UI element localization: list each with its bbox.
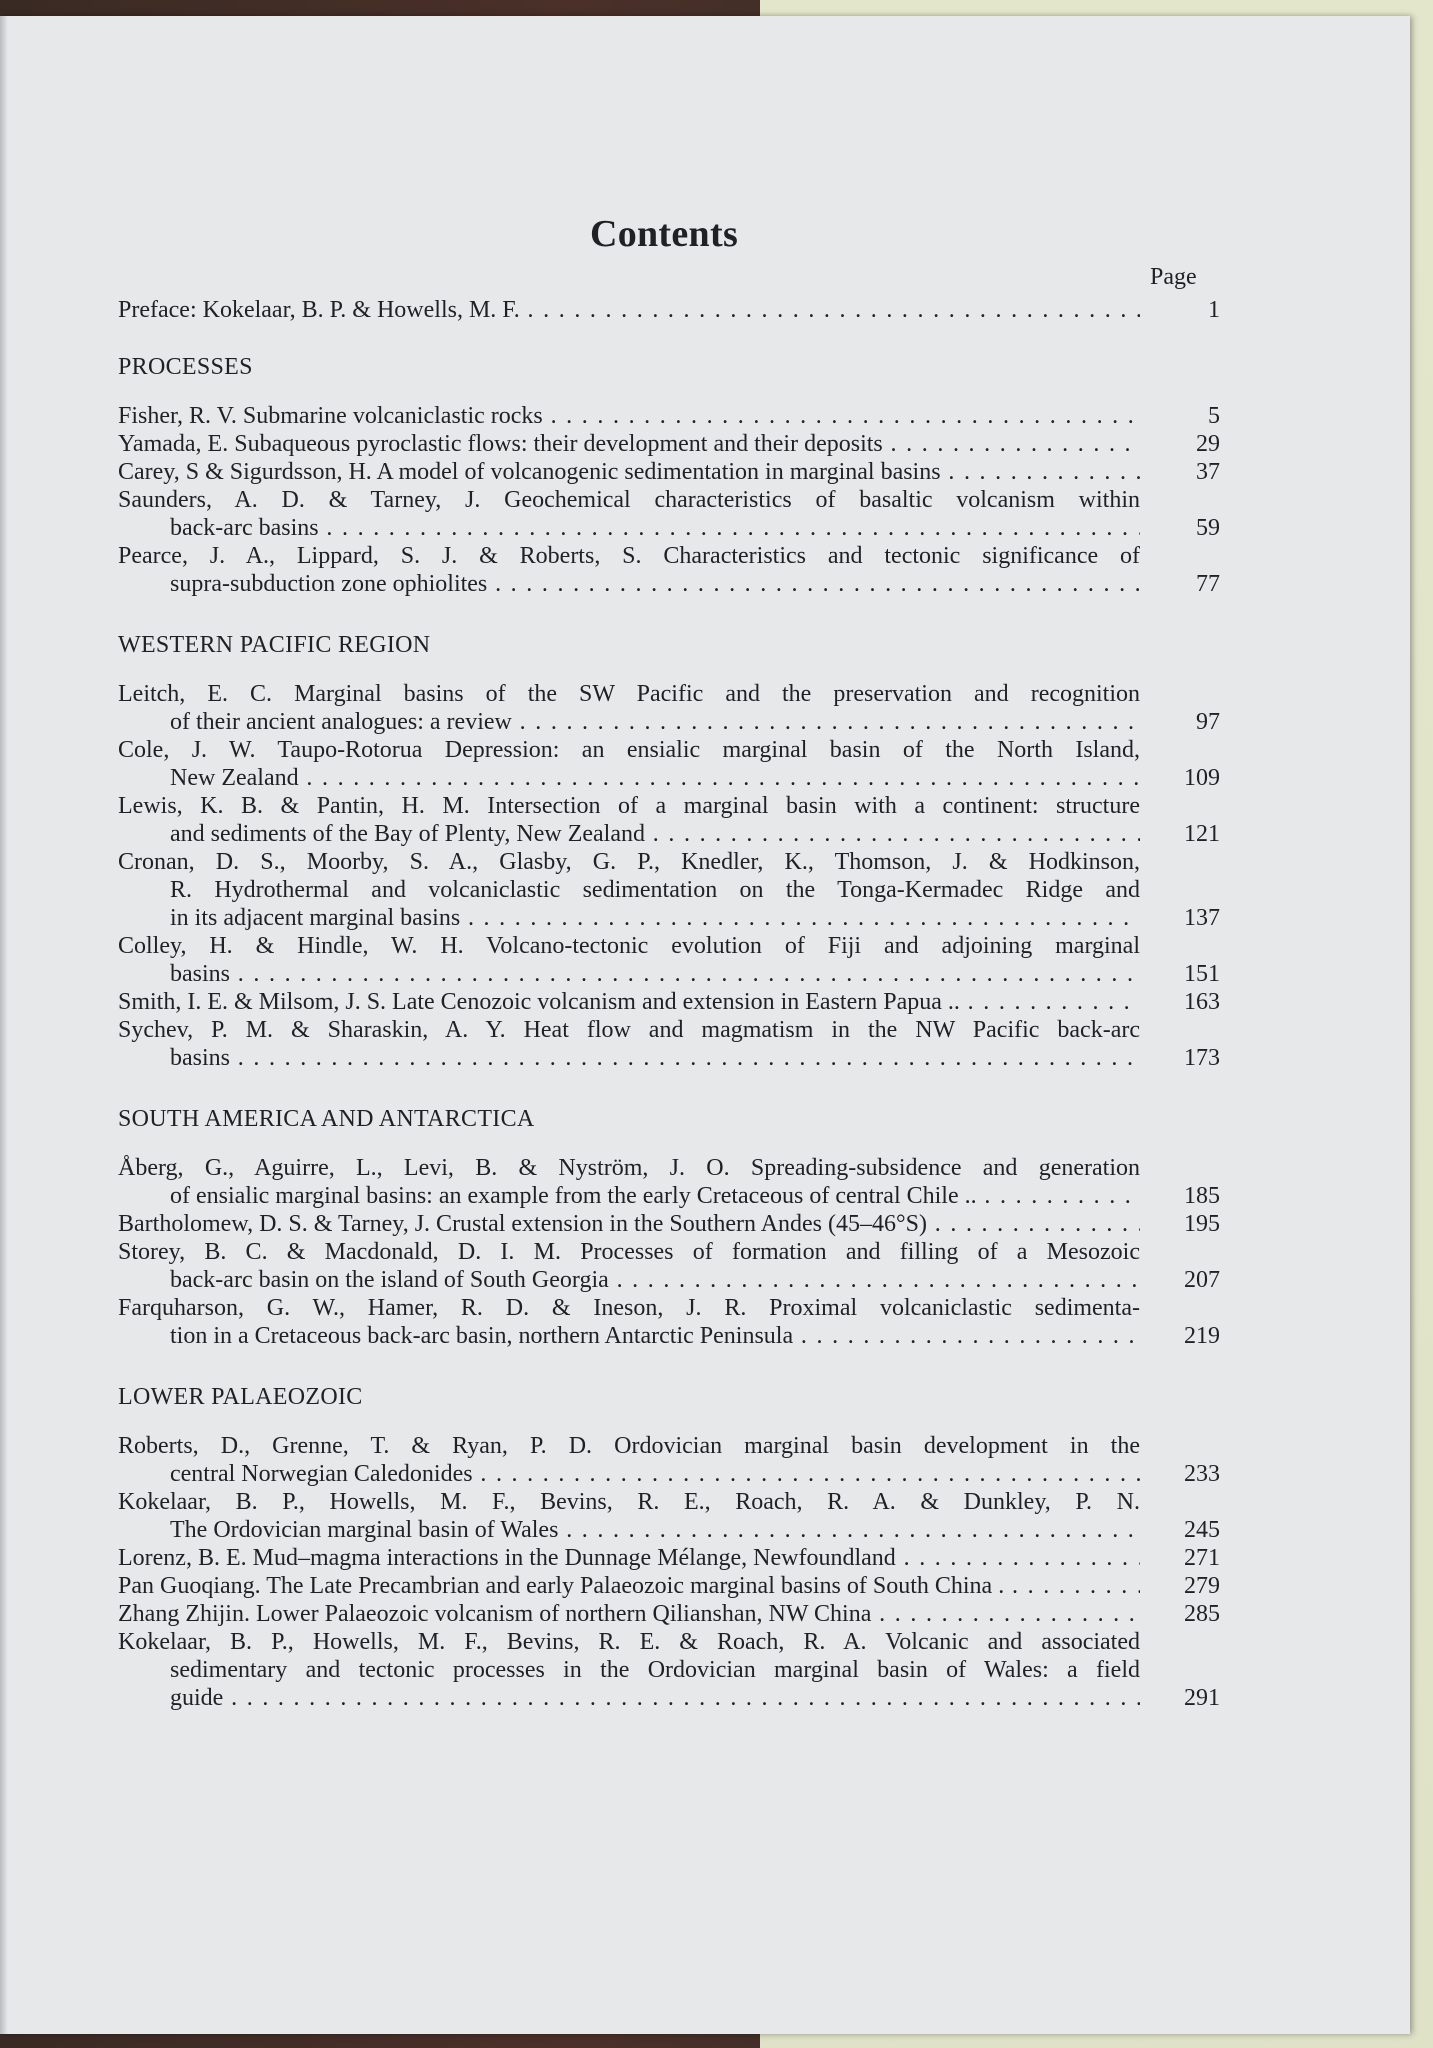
- preface-line: Preface: Kokelaar, B. P. & Howells, M. F. . . .: [118, 296, 1140, 324]
- entry-line: Kokelaar, B. P., Howells, M. F., Bevins, R. E., Roach, R. A. & Dunkley, P. N.: [118, 1489, 1140, 1515]
- entry-line: Zhang Zhijin. Lower Palaeozoic volcanism of northern Qilianshan, NW China . . .: [118, 1600, 1140, 1628]
- entry-line: in its adjacent marginal basins . . .: [170, 904, 1140, 932]
- entry-line: of ensialic marginal basins: an example from the early Cretaceous of central Chile .. . . .: [170, 1182, 1140, 1210]
- entry-page: 59: [1196, 515, 1220, 541]
- entry-page: 279: [1184, 1573, 1220, 1599]
- entry-line: Cronan, D. S., Moorby, S. A., Glasby, G. P., Knedler, K., Thomson, J. & Hodkinson,: [118, 849, 1140, 875]
- entry-line: of their ancient analogues: a review . . .: [170, 708, 1140, 736]
- entry-page: 29: [1196, 431, 1220, 457]
- entry-page: 271: [1184, 1545, 1220, 1571]
- entry-line: sedimentary and tectonic processes in the Ordovician marginal basin of Wales: a field: [170, 1657, 1140, 1683]
- entry-page: 5: [1208, 403, 1220, 429]
- entry-page: 185: [1184, 1183, 1220, 1209]
- entry-line: Sychev, P. M. & Sharaskin, A. Y. Heat flow and magmatism in the NW Pacific back-arc: [118, 1017, 1140, 1043]
- page-edge-shadow: [0, 16, 8, 2034]
- entry-line: Pan Guoqiang. The Late Precambrian and early Palaeozoic marginal basins of South China . . . .: [118, 1572, 1140, 1600]
- page-column-heading: Page: [1150, 264, 1197, 290]
- entry-line: Bartholomew, D. S. & Tarney, J. Crustal extension in the Southern Andes (45–46°S) . . .: [118, 1210, 1140, 1238]
- entry-line: Lorenz, B. E. Mud–magma interactions in the Dunnage Mélange, Newfoundland . . .: [118, 1544, 1140, 1572]
- entry-page: 163: [1184, 989, 1220, 1015]
- entry-page: 109: [1184, 765, 1220, 791]
- entry-line: Yamada, E. Subaqueous pyroclastic flows: their development and their deposits . . .: [118, 430, 1140, 458]
- entry-line: basins . . .: [170, 1044, 1140, 1072]
- section-heading: SOUTH AMERICA AND ANTARCTICA: [118, 1106, 535, 1132]
- entry-line: Leitch, E. C. Marginal basins of the SW Pacific and the preservation and recognition: [118, 681, 1140, 707]
- page-title: Contents: [589, 213, 739, 255]
- entry-page: 233: [1184, 1461, 1220, 1487]
- entry-line: basins . . .: [170, 960, 1140, 988]
- entry-page: 219: [1184, 1323, 1220, 1349]
- entry-line: supra-subduction zone ophiolites . . .: [170, 570, 1140, 598]
- entry-line: Åberg, G., Aguirre, L., Levi, B. & Nyström, J. O. Spreading-subsidence and generation: [118, 1155, 1140, 1181]
- entry-page: 245: [1184, 1517, 1220, 1543]
- entry-line: The Ordovician marginal basin of Wales . . .: [170, 1516, 1140, 1544]
- entry-page: 207: [1184, 1267, 1220, 1293]
- entry-line: tion in a Cretaceous back-arc basin, northern Antarctic Peninsula . . .: [170, 1322, 1140, 1350]
- preface-page: 1: [1208, 297, 1220, 323]
- entry-page: 97: [1196, 709, 1220, 735]
- entry-line: Kokelaar, B. P., Howells, M. F., Bevins, R. E. & Roach, R. A. Volcanic and associated: [118, 1629, 1140, 1655]
- entry-page: 291: [1184, 1685, 1220, 1711]
- entry-page: 151: [1184, 961, 1220, 987]
- section-heading: WESTERN PACIFIC REGION: [118, 632, 431, 658]
- entry-line: Cole, J. W. Taupo-Rotorua Depression: an ensialic marginal basin of the North Island,: [118, 737, 1140, 763]
- entry-page: 77: [1196, 571, 1220, 597]
- entry-page: 285: [1184, 1601, 1220, 1627]
- entry-line: Carey, S & Sigurdsson, H. A model of volcanogenic sedimentation in marginal basins . . .: [118, 458, 1140, 486]
- entry-line: Farquharson, G. W., Hamer, R. D. & Ineson, J. R. Proximal volcaniclastic sedimenta-: [118, 1295, 1140, 1321]
- entry-line: Fisher, R. V. Submarine volcaniclastic rocks . . .: [118, 402, 1140, 430]
- entry-line: back-arc basins . . .: [170, 514, 1140, 542]
- entry-page: 173: [1184, 1045, 1220, 1071]
- entry-line: New Zealand . . .: [170, 764, 1140, 792]
- section-heading: PROCESSES: [118, 354, 253, 380]
- entry-line: Storey, B. C. & Macdonald, D. I. M. Processes of formation and filling of a Mesozoic: [118, 1239, 1140, 1265]
- entry-line: central Norwegian Caledonides . . .: [170, 1460, 1140, 1488]
- entry-page: 195: [1184, 1211, 1220, 1237]
- section-heading: LOWER PALAEOZOIC: [118, 1384, 363, 1410]
- entry-line: Pearce, J. A., Lippard, S. J. & Roberts, S. Characteristics and tectonic significance of: [118, 543, 1140, 569]
- entry-line: and sediments of the Bay of Plenty, New Zealand . . .: [170, 820, 1140, 848]
- entry-line: R. Hydrothermal and volcaniclastic sedimentation on the Tonga-Kermadec Ridge and: [170, 877, 1140, 903]
- entry-line: Colley, H. & Hindle, W. H. Volcano-tectonic evolution of Fiji and adjoining marginal: [118, 933, 1140, 959]
- entry-page: 137: [1184, 905, 1220, 931]
- entry-line: back-arc basin on the island of South Georgia . . .: [170, 1266, 1140, 1294]
- contents-page: [0, 16, 1410, 2034]
- entry-line: Smith, I. E. & Milsom, J. S. Late Cenozoic volcanism and extension in Eastern Papua .. . . .: [118, 988, 1140, 1016]
- entry-page: 121: [1184, 821, 1220, 847]
- entry-line: Lewis, K. B. & Pantin, H. M. Intersection of a marginal basin with a continent: structure: [118, 793, 1140, 819]
- entry-line: Roberts, D., Grenne, T. & Ryan, P. D. Ordovician marginal basin development in the: [118, 1433, 1140, 1459]
- entry-page: 37: [1196, 459, 1220, 485]
- entry-line: Saunders, A. D. & Tarney, J. Geochemical characteristics of basaltic volcanism within: [118, 487, 1140, 513]
- entry-line: guide . . .: [170, 1684, 1140, 1712]
